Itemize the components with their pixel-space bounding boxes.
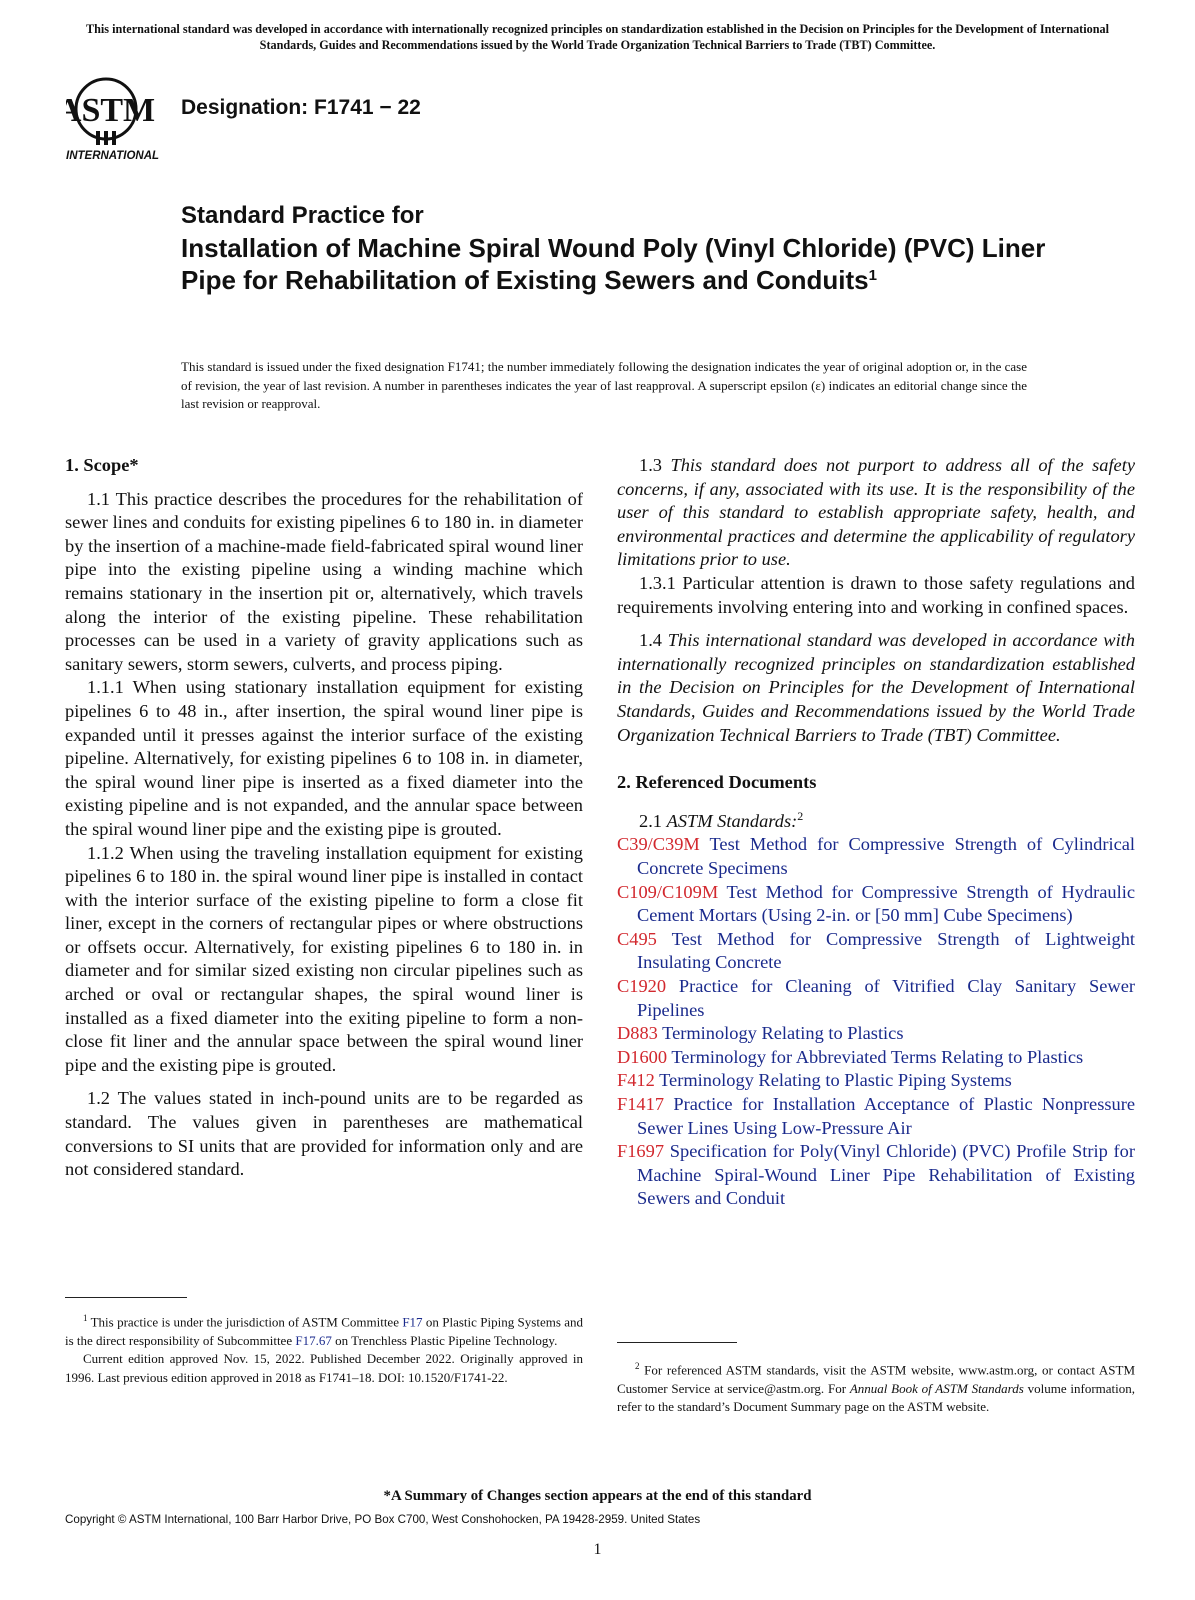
- reference-item[interactable]: [617, 1140, 1135, 1211]
- logo-wordmark: INTERNATIONAL: [66, 150, 160, 162]
- reference-title[interactable]: Practice for Cleaning of Vitrified Clay Sanitary Sewer Pipelines: [637, 976, 1135, 1020]
- title-footnote-mark: 1: [868, 267, 877, 284]
- footnote-1-mark: 1: [83, 1313, 88, 1323]
- issued-note: This standard is issued under the fixed designation F1741; the number immediately following the designation indicates the year of original adoption or, in the case of revision, the year of last revision. A number in parentheses indicates the year of last reapproval. A superscript epsilon (ε) indicates an editorial change since the last revision or reapproval.: [181, 359, 1027, 411]
- reference-title[interactable]: Terminology for Abbreviated Terms Relating to Plastics: [671, 1046, 1084, 1067]
- footnote-1-para2: Current edition approved Nov. 15, 2022. Published December 2022. Originally approved in 1996. Last previous edition approved in 2018 as F1741–18. DOI: 10.1520/F1741-22.: [65, 1351, 583, 1385]
- svg-text:ASTM: ASTM: [66, 92, 156, 129]
- para-2-1: [617, 805, 1135, 834]
- footnote-1-text-c: on Trenchless Plastic Pipeline Technology.: [335, 1332, 558, 1348]
- top-note: This international standard was developed in accordance with internationally recognized principles on standardization established in the Decision on Principles for the Development of International Standards, Guides and Recommendations issued by the World Trade Organization Technical Barriers to Trade (TBT) Committee.: [86, 22, 1109, 52]
- reference-code-link[interactable]: C109/C109M: [617, 881, 719, 902]
- footnote-2-text-a: For referenced ASTM standards, visit the ASTM website, www.astm.org, or contact ASTM Customer Service at service@astm.org. For: [617, 1362, 1136, 1396]
- para-1-4: [617, 629, 1135, 747]
- reference-code-link[interactable]: C1920: [617, 976, 667, 996]
- left-column: [65, 454, 583, 1182]
- reference-item[interactable]: [617, 1046, 1135, 1070]
- footnote-1-para1: [65, 1309, 583, 1350]
- reference-item[interactable]: [617, 881, 1135, 928]
- title-line1: Standard Practice for: [181, 202, 424, 229]
- para-1-1-2: 1.1.2 When using the traveling installation equipment for existing pipelines 6 to 180 in. the spiral wound liner pipe is installed in contact with the interior surface of the existing pipeline to form a close fit liner, except in the corners of rectangular pipes or where obstructions or offsets occur. Alternatively, for existing pipelines 6 to 180 in. in diameter and for similar sized existing non circular pipelines such as arched or oval or rectangular shapes, the spiral wound liner is installed as a fixed diameter into the exiting pipeline to form a non-close fit liner and the annular space between the spiral wound liner pipe and the existing pipe is grouted.: [65, 842, 583, 1075]
- footnote-2-text-b: volume information, refer to the standard’s Document Summary page on the ASTM website.: [617, 1380, 1136, 1415]
- para-1-1-1: 1.1.1 When using stationary installation equipment for existing pipelines 6 to 48 in., after insertion, the spiral wound liner pipe is expanded until it presses against the interior surface of the existing pipeline. Alternatively, for existing pipelines 6 to 108 in. in diameter, the spiral wound liner pipe is inserted as a fixed diameter into the existing pipeline and is not expanded, and the annular space between the spiral wound liner pipe and the existing pipe is grouted.: [65, 677, 583, 839]
- reference-code-link[interactable]: D1600: [617, 1046, 668, 1067]
- reference-code-link[interactable]: D883: [617, 1023, 658, 1044]
- referenced-heading: 2. Referenced Documents: [617, 772, 817, 793]
- reference-item[interactable]: [617, 833, 1135, 880]
- reference-item[interactable]: [617, 975, 1135, 1022]
- scope-heading: 1. Scope*: [65, 455, 139, 475]
- title-main: [181, 232, 1081, 296]
- reference-item[interactable]: [617, 1022, 1135, 1046]
- reference-code-link[interactable]: C39/C39M: [617, 834, 700, 855]
- subcommittee-f17-67-link[interactable]: F17.67: [295, 1332, 332, 1348]
- footnote-1: [65, 1297, 583, 1387]
- reference-code-link[interactable]: F412: [617, 1070, 655, 1091]
- para-1-4-num: 1.4: [639, 630, 662, 651]
- reference-list: [617, 833, 1135, 1211]
- para-1-3: [617, 454, 1135, 572]
- footnote-2-italic: Annual Book of ASTM Standards: [849, 1380, 1024, 1396]
- reference-item[interactable]: [617, 1069, 1135, 1093]
- right-column: [617, 454, 1135, 1211]
- reference-title[interactable]: Terminology Relating to Plastic Piping Systems: [659, 1070, 1012, 1091]
- summary-note: *A Summary of Changes section appears at the end of this standard: [383, 1488, 812, 1504]
- reference-title[interactable]: Test Method for Compressive Strength of Cylindrical Concrete Specimens: [637, 834, 1136, 879]
- reference-item[interactable]: [617, 1093, 1135, 1140]
- footnote-2: [617, 1342, 1135, 1417]
- para-2-1-num: 2.1: [639, 810, 662, 831]
- reference-code-link[interactable]: C495: [617, 928, 657, 949]
- reference-code-link[interactable]: F1697: [617, 1141, 665, 1162]
- title-line2: Installation of Machine Spiral Wound Poly (Vinyl Chloride) (PVC) Liner Pipe for Rehabilitation of Existing Sewers and Conduits: [181, 233, 1046, 295]
- para-1-2: 1.2 The values stated in inch-pound units are to be regarded as standard. The values given in parentheses are mathematical conversions to SI units that are provided for information only and are not considered standard.: [65, 1088, 583, 1180]
- para-2-1-mark: 2: [797, 808, 804, 823]
- para-1-1: 1.1 This practice describes the procedures for the rehabilitation of sewer lines and conduits for existing pipelines 6 to 180 in. in diameter by the insertion of a machine-made field-fabricated spiral wound liner pipe into the existing pipeline using a winding machine which remains stationary in the insertion pit or, alternatively, which travels along the interior of the existing pipeline. These rehabilitation processes can be used in a variety of gravity applications such as sanitary sewers, storm sewers, culverts, and process piping.: [65, 488, 583, 674]
- astm-logo-icon: [66, 71, 170, 167]
- page-number: 1: [593, 1541, 602, 1558]
- footnote-2-mark: 2: [635, 1361, 640, 1371]
- reference-code-link[interactable]: F1417: [617, 1093, 665, 1114]
- reference-title[interactable]: Practice for Installation Acceptance of Plastic Nonpressure Sewer Lines Using Low-Pressure Air: [637, 1093, 1135, 1138]
- reference-title[interactable]: Specification for Poly(Vinyl Chloride) (PVC) Profile Strip for Machine Spiral-Wound Liner Pipe Rehabilitation of Existing Sewers and Conduit: [637, 1141, 1135, 1209]
- reference-title[interactable]: Terminology Relating to Plastics: [662, 1023, 904, 1044]
- reference-title[interactable]: Test Method for Compressive Strength of Hydraulic Cement Mortars (Using 2-in. or [50 mm] Cube Specimens): [637, 881, 1135, 926]
- para-2-1-label: ASTM Standards:: [666, 810, 798, 831]
- document-title: [181, 200, 1081, 296]
- copyright: Copyright © ASTM International, 100 Barr Harbor Drive, PO Box C700, West Conshohocken, PA 19428-2959. United States: [65, 1513, 701, 1526]
- designation: Designation: F1741 − 22: [181, 96, 421, 119]
- footnote-1-text-b: on Plastic Piping Systems and is the direct responsibility of Subcommittee: [65, 1314, 583, 1348]
- footnote-1-text-a: This practice is under the jurisdiction of ASTM Committee: [90, 1314, 399, 1330]
- para-1-3-text: This standard does not purport to address all of the safety concerns, if any, associated with its use. It is the responsibility of the user of this standard to establish appropriate safety, health, and environmental practices and determine the applicability of regulatory limitations prior to use.: [617, 455, 1135, 570]
- footnote-2-para: [617, 1357, 1135, 1417]
- reference-title[interactable]: Test Method for Compressive Strength of Lightweight Insulating Concrete: [637, 928, 1136, 973]
- reference-item[interactable]: [617, 928, 1135, 975]
- para-1-3-num: 1.3: [639, 455, 662, 475]
- committee-f17-link[interactable]: F17: [402, 1314, 423, 1330]
- para-1-3-1: 1.3.1 Particular attention is drawn to those safety regulations and requirements involving entering into and working in confined spaces.: [617, 572, 1135, 617]
- para-1-4-text: This international standard was developed in accordance with internationally recognized principles on standardization established in the Decision on Principles for the Development of International Standards, Guides and Recommendations issued by the World Trade Organization Technical Barriers to Trade (TBT) Committee.: [617, 630, 1135, 745]
